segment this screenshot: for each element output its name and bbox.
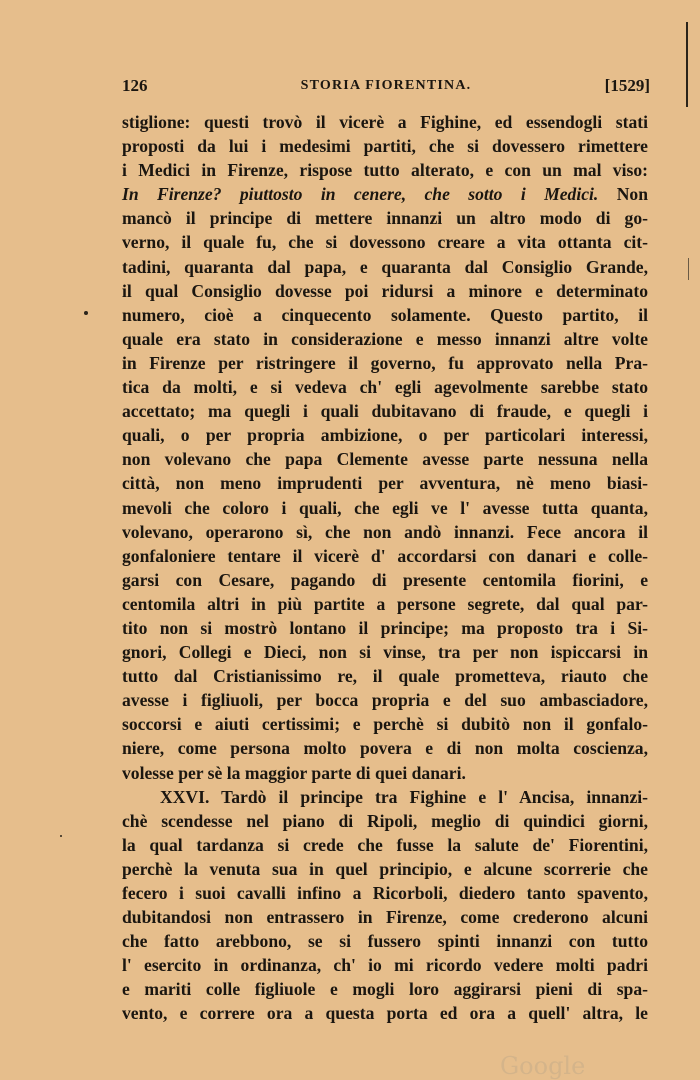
running-title: STORIA FIORENTINA. bbox=[300, 78, 472, 93]
body-text bbox=[122, 110, 648, 1026]
text-line: il qual Consiglio dovesse poi ridursi a minore e determinato bbox=[122, 280, 648, 301]
text-line: dubitandosi non entrassero in Firenze, come crederono alcuni bbox=[122, 907, 648, 928]
text-line: garsi con Cesare, pagando di presente centomila fiorini, e bbox=[122, 569, 648, 590]
year-marker: [1529] bbox=[604, 76, 650, 95]
text-line: fecero i suoi cavalli infino a Ricorboli, diedero tanto spavento, bbox=[122, 883, 648, 903]
text-line: in Firenze per ristringere il governo, fu approvato nella Pra- bbox=[122, 352, 648, 373]
text-line: non volevano che papa Clemente avesse parte nessuna nella bbox=[122, 449, 648, 470]
text-line: e mariti colle figliuole e mogli loro aggirarsi pieni di spa- bbox=[122, 979, 648, 1000]
page-number: 126 bbox=[122, 76, 148, 95]
text-line: i Medici in Firenze, rispose tutto alterato, e con un mal viso: bbox=[122, 160, 648, 181]
text-line: che fatto arebbono, se si fussero spinti innanzi con tutto bbox=[122, 931, 648, 952]
ink-speck bbox=[60, 835, 62, 837]
text-line: volevano, operarono sì, che non andò innanzi. Fece ancora il bbox=[122, 521, 648, 542]
running-header bbox=[122, 76, 650, 100]
text-line: gonfaloniere tentare il vicerè d' accordarsi con danari e colle- bbox=[122, 545, 648, 566]
text-line: tadini, quaranta dal papa, e quaranta dal Consiglio Grande, bbox=[122, 256, 648, 277]
text-line-quote bbox=[122, 182, 648, 206]
page-edge-line bbox=[686, 22, 688, 107]
italic-quote: In Firenze? piuttosto in cenere, che sotto i Medici. bbox=[122, 184, 599, 205]
quote-tail: Non bbox=[616, 184, 648, 205]
text-line: vento, e correre ora a questa porta ed ora a quell' altra, le bbox=[122, 1003, 648, 1024]
text-line: proposti da lui i medesimi partiti, che si dovessero rimettere bbox=[122, 136, 648, 157]
text-line: tito non si mostrò lontano il principe; ma proposto tra i Si- bbox=[122, 617, 648, 638]
text-line: centomila altri in più partite a persone segrete, dal qual par- bbox=[122, 593, 648, 614]
text-line-paragraph-end: volesse per sè la maggior parte di quei danari. bbox=[122, 762, 466, 783]
ink-speck bbox=[84, 311, 88, 315]
text-line: l' esercito in ordinanza, ch' io mi ricordo vedere molti padri bbox=[122, 955, 648, 976]
text-line: tica da molti, e si vedeva ch' egli agevolmente sarebbe stato bbox=[122, 377, 648, 398]
text-line: soccorsi e aiuti certissimi; e perchè si dubitò non il gonfalo- bbox=[122, 714, 648, 735]
text-line: quali, o per propria ambizione, o per particolari interessi, bbox=[122, 425, 648, 446]
text-line: mevoli che coloro i quali, che egli ve l' avesse tutta quanta, bbox=[122, 497, 648, 518]
page-edge-tick bbox=[688, 258, 689, 280]
text-line: numero, cioè a cinquecento solamente. Questo partito, il bbox=[122, 304, 648, 325]
google-watermark: Google bbox=[500, 1052, 586, 1080]
text-line: mancò il principe di mettere innanzi un altro modo di go- bbox=[122, 208, 648, 229]
text-line: verno, il quale fu, che si dovessono creare a vita ottanta cit- bbox=[122, 232, 648, 253]
text-line: la qual tardanza si crede che fusse la salute de' Fiorentini, bbox=[122, 834, 648, 855]
text-line: perchè la venuta sua in quel principio, e alcune scorrerie che bbox=[122, 858, 648, 879]
text-line: avesse i figliuoli, per bocca propria e del suo ambasciadore, bbox=[122, 690, 648, 711]
text-line: chè scendesse nel piano di Ripoli, meglio di quindici giorni, bbox=[122, 810, 648, 831]
text-line: città, non meno imprudenti per avventura, nè meno biasi- bbox=[122, 473, 648, 494]
text-line: gnori, Collegi e Dieci, non si vinse, tra per non ispiccarsi in bbox=[122, 642, 648, 663]
text-line: tutto dal Cristianissimo re, il quale prometteva, riauto che bbox=[122, 666, 648, 687]
text-line-section-start: XXVI. Tardò il principe tra Fighine e l' Ancisa, innanzi- bbox=[160, 786, 648, 807]
text-line: stiglione: questi trovò il vicerè a Fighine, ed essendogli stati bbox=[122, 112, 648, 132]
text-line: quale era stato in considerazione e messo innanzi altre volte bbox=[122, 328, 648, 349]
text-line: niere, come persona molto povera e di non molta coscienza, bbox=[122, 738, 648, 759]
text-line: accettato; ma quegli i quali dubitavano di fraude, e quegli i bbox=[122, 401, 648, 422]
